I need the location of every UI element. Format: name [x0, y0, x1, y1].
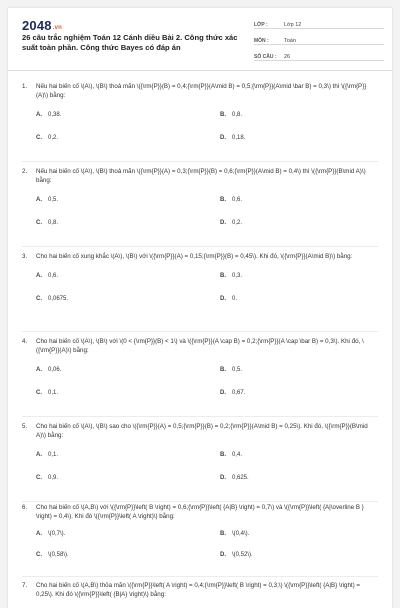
option-a[interactable]: A. 0,1. — [36, 452, 59, 458]
question-3 — [22, 252, 378, 302]
question-4 — [22, 337, 378, 396]
option-d[interactable]: D. 0. — [220, 296, 238, 302]
question-text: Cho hai biến cố xung khắc \(A\), \(B\) với \({\rm{P}}(A) = 0,15;{\rm{P}}(B) = 0,45\). Khi đó, \({\rm{P}}(A\mid B)\) bằng: — [36, 253, 353, 260]
divider — [22, 416, 378, 417]
option-a[interactable]: A. 0,6. — [36, 273, 59, 279]
option-c[interactable]: C. 0,1. — [36, 390, 59, 396]
question-text: Cho hai biến cố \(A\), \(B\) sao cho \({\rm{P}}(A) = 0,5;{\rm{P}}(B) = 0,2;{\rm{P}}(A\mid B) = 0,25\). Khi đó, \({\rm{P}}(B\mid A)\) bằng: — [36, 423, 368, 439]
divider — [22, 331, 378, 332]
question-6 — [22, 503, 378, 558]
option-d[interactable]: D. 0,67. — [220, 390, 246, 396]
question-number: 3. — [22, 253, 28, 260]
meta-count-row — [254, 49, 384, 61]
option-c[interactable]: C. 0,2. — [36, 135, 59, 141]
question-number: 1. — [22, 83, 28, 90]
option-a[interactable]: A. \(0,7\). — [36, 531, 66, 537]
answer-options — [22, 100, 378, 141]
answer-options — [22, 355, 378, 396]
option-d[interactable]: D. 0,18. — [220, 135, 246, 141]
meta-count-label: SỐ CÂU : — [254, 54, 277, 60]
option-b[interactable]: B. \(0,4\). — [220, 531, 250, 537]
meta-class-value: Lớp 12 — [284, 22, 302, 28]
option-b[interactable]: B. 0,8. — [220, 112, 243, 118]
answer-options — [22, 521, 378, 558]
answer-options — [22, 185, 378, 226]
document-page — [8, 8, 392, 608]
question-text: Cho hai biến cố \(A\), \(B\) với \(0 < {\rm{P}}(B) < 1\) và \({\rm{P}}(A \cap B) = 0,2;{\rm{P}}(A \cap \bar B) = 0,3\). Khi đó, \({\rm{P}}(A)\) bằng: — [36, 338, 364, 354]
option-c[interactable]: C. 0,9. — [36, 475, 59, 481]
meta-subject-label: MÔN : — [254, 38, 269, 44]
option-b[interactable]: B. 0,6. — [220, 197, 243, 203]
question-text: Cho hai biến cố \(A,B\) với \({\rm{P}}\left( B \right) = 0,6;{\rm{P}}\left( {A|B} \right) = 0,7\) và \({\rm{P}}\left( {A|\overline B } \right) = 0,4\). Khi đó \({\rm{P}}\left( A \right)\) bằng: — [36, 504, 364, 520]
question-5 — [22, 422, 378, 481]
question-1 — [22, 82, 378, 141]
page-title: 26 câu trắc nghiệm Toán 12 Cánh diều Bài 2. Công thức xác suất toàn phần. Công thức Bayes có đáp án — [22, 33, 238, 52]
option-d[interactable]: D. 0,2. — [220, 220, 243, 226]
divider — [22, 576, 378, 577]
question-text: Nếu hai biến cố \(A\), \(B\) thoả mãn \({\rm{P}}(B) = 0,4;{\rm{P}}(A\mid B) = 0,5;{\rm{P}}(A\mid \bar B) = 0,3\) thì \({\rm{P}}(A)\) bằng: — [36, 83, 367, 99]
question-number: 6. — [22, 504, 28, 511]
answer-options — [22, 261, 378, 302]
divider — [22, 246, 378, 247]
question-2 — [22, 167, 378, 226]
option-a[interactable]: A. 0,06. — [36, 367, 62, 373]
option-d[interactable]: D. 0,625. — [220, 475, 249, 481]
option-c[interactable]: C. \(0,58\). — [36, 552, 69, 558]
meta-info — [254, 17, 384, 65]
meta-subject-value: Toán — [284, 38, 296, 44]
question-text: Nếu hai biến cố \(A\), \(B\) thoả mãn \({\rm{P}}(A) = 0,3;{\rm{P}}(B) = 0,6;{\rm{P}}(A\mid B) = 0,4\) thì \({\rm{P}}(B\mid A)\) bằng: — [36, 168, 366, 184]
option-b[interactable]: B. 0,4. — [220, 452, 243, 458]
option-b[interactable]: B. 0,5. — [220, 367, 243, 373]
question-number: 4. — [22, 338, 28, 345]
meta-class-row — [254, 17, 384, 29]
divider — [22, 501, 378, 502]
meta-subject-row — [254, 33, 384, 45]
question-number: 2. — [22, 168, 28, 175]
site-logo[interactable]: $2048^{.vn}$ — [22, 18, 63, 33]
question-number: 7. — [22, 582, 28, 589]
document-header — [8, 8, 392, 71]
option-c[interactable]: C. 0,0675. — [36, 296, 69, 302]
answer-options — [22, 440, 378, 481]
meta-count-value: 26 — [284, 54, 291, 60]
option-b[interactable]: B. 0,3. — [220, 273, 243, 279]
question-number: 5. — [22, 423, 28, 430]
meta-class-label: LỚP : — [254, 22, 268, 28]
question-7 — [22, 581, 378, 599]
option-c[interactable]: C. 0,8. — [36, 220, 59, 226]
option-a[interactable]: A. 0,38. — [36, 112, 62, 118]
divider — [22, 161, 378, 162]
question-text: Cho hai biến cố \(A,B\) thỏa mãn \({\rm{P}}\left( A \right) = 0,4;{\rm{P}}\left( B \right) = 0,3;\) \({\rm{P}}\left( {A|B} \right) = 0,25\). Khi đó \({\rm{P}}\left( {B|A} \right)\) bằng: — [36, 582, 361, 598]
option-a[interactable]: A. 0,5. — [36, 197, 59, 203]
option-d[interactable]: D. \(0,52\). — [220, 552, 253, 558]
